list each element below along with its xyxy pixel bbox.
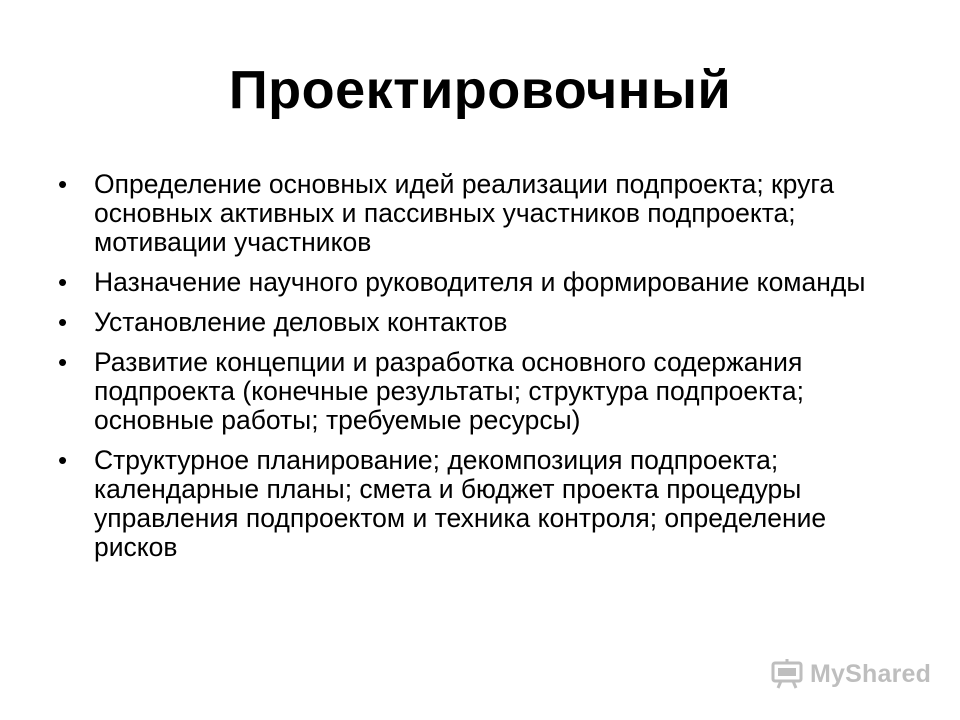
bullet-dot-icon: • [58, 169, 68, 199]
bullet-item-2 [58, 268, 888, 297]
bullet-text-3: Установление деловых контактов [94, 307, 508, 337]
presentation-board-icon [770, 657, 804, 691]
bullet-item-4 [58, 348, 888, 435]
bullet-text-1: Определение основных идей реализации подпроекта; круга основных активных и пассивных участников подпроекта; мотивации участников [94, 169, 835, 257]
bullet-text-5: Структурное планирование; декомпозиция подпроекта; календарные планы; смета и бюджет проекта процедуры управления подпроектом и техника контроля; определение рисков [94, 445, 827, 562]
bullet-item-1 [58, 170, 888, 257]
bullet-list [58, 170, 888, 573]
bullet-dot-icon: • [58, 347, 68, 377]
bullet-item-5 [58, 446, 888, 562]
bullet-dot-icon: • [58, 307, 68, 337]
watermark-text: MyShared [810, 659, 932, 688]
bullet-dot-icon: • [58, 267, 68, 297]
bullet-item-3 [58, 308, 888, 337]
bullet-dot-icon: • [58, 445, 68, 475]
bullet-text-2: Назначение научного руководителя и формирование команды [94, 267, 866, 297]
bullet-text-4: Развитие концепции и разработка основного содержания подпроекта (конечные результаты; структура подпроекта; основные работы; требуемые ресурсы) [94, 347, 804, 435]
watermark [770, 654, 931, 694]
slide-title: Проектировочный [228, 60, 732, 120]
